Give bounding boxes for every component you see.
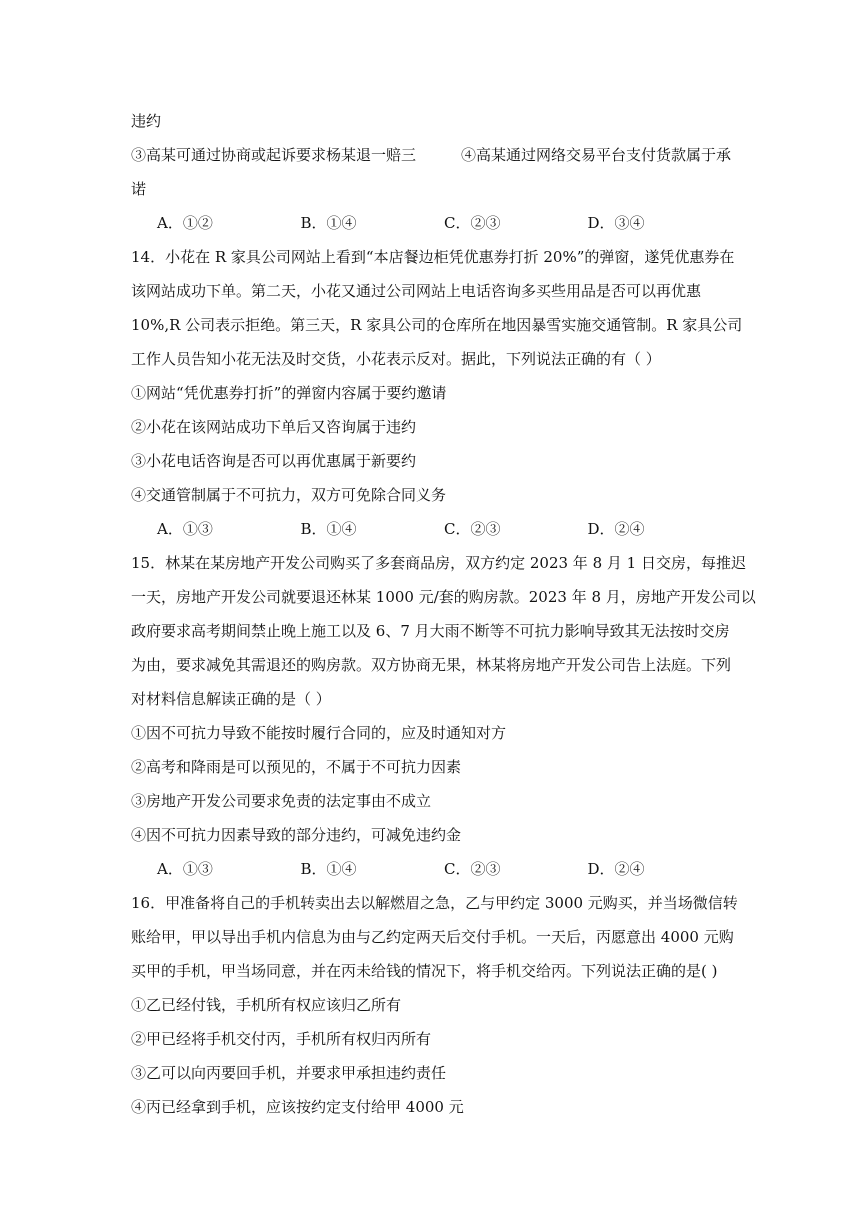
q15-option-d[interactable]: D．②④ [587, 860, 645, 878]
q15-option-b[interactable]: B．①④ [300, 860, 357, 878]
q16-statement-3: ③乙可以向丙要回手机，并要求甲承担违约责任 [131, 1064, 447, 1082]
q14-statement-2: ②小花在该网站成功下单后又咨询属于违约 [131, 418, 417, 436]
q15-stem-line-2: 一天，房地产开发公司就要退还林某 1000 元/套的购房款。2023 年 8 月，房地产开发公司以 [131, 588, 756, 606]
q15-stem-line-1: 15．林某在某房地产开发公司购买了多套商品房，双方约定 2023 年 8 月 1 日交房，每推迟 [131, 554, 746, 572]
q15-option-a[interactable]: A．①③ [157, 860, 213, 878]
q15-option-c[interactable]: C．②③ [444, 860, 501, 878]
q14-stem-line-1: 14．小花在 R 家具公司网站上看到“本店餐边柜凭优惠券打折 20%”的弹窗，遂凭优惠券在 [131, 248, 735, 266]
q13-line-2 [131, 138, 731, 172]
q16-statement-4: ④丙已经拿到手机，应该按约定支付给甲 4000 元 [131, 1098, 464, 1116]
q15-statement-2: ②高考和降雨是可以预见的，不属于不可抗力因素 [131, 758, 462, 776]
q16-stem-line-1: 16．甲准备将自己的手机转卖出去以解燃眉之急，乙与甲约定 3000 元购买，并当场微信转 [131, 894, 738, 912]
q13-line-3: 诺 [131, 180, 147, 198]
q16-statement-2: ②甲已经将手机交付丙，手机所有权归丙所有 [131, 1030, 432, 1048]
q15-stem-line-3: 政府要求高考期间禁止晚上施工以及 6、7 月大雨不断等不可抗力影响导致其无法按时交房 [131, 622, 730, 640]
q15-statement-4: ④因不可抗力因素导致的部分违约，可减免违约金 [131, 826, 462, 844]
q14-statement-4: ④交通管制属于不可抗力，双方可免除合同义务 [131, 486, 447, 504]
q14-option-c[interactable]: C．②③ [444, 520, 501, 538]
q14-option-b[interactable]: B．①④ [300, 520, 357, 538]
q15-stem-line-5: 对材料信息解读正确的是（ ） [131, 690, 331, 708]
q14-stem-line-2: 该网站成功下单。第二天，小花又通过公司网站上电话咨询多买些用品是否可以再优惠 [131, 282, 702, 300]
q16-statement-1: ①乙已经付钱，手机所有权应该归乙所有 [131, 996, 402, 1014]
q14-stem-line-4: 工作人员告知小花无法及时交货，小花表示反对。据此，下列说法正确的有（ ） [131, 350, 661, 368]
q16-stem-line-3: 买甲的手机，甲当场同意，并在丙未给钱的情况下，将手机交给丙。下列说法正确的是( ) [131, 962, 718, 980]
q14-option-a[interactable]: A．①③ [157, 520, 213, 538]
q14-options [131, 512, 731, 546]
document-page [131, 104, 756, 1124]
q15-statement-1: ①因不可抗力导致不能按时履行合同的，应及时通知对方 [131, 724, 507, 742]
q13-statement-3: ③高某可通过协商或起诉要求杨某退一赔三 [131, 146, 417, 164]
q13-line-1: 违约 [131, 112, 162, 130]
q13-statement-4: ④高某通过网络交易平台支付货款属于承 [460, 146, 731, 164]
q13-option-c[interactable]: C．②③ [444, 214, 501, 232]
q14-statement-1: ①网站“凭优惠券打折”的弹窗内容属于要约邀请 [131, 384, 447, 402]
q14-option-d[interactable]: D．②④ [587, 520, 645, 538]
q13-option-a[interactable]: A．①② [157, 214, 213, 232]
q13-option-b[interactable]: B．①④ [300, 214, 357, 232]
q15-statement-3: ③房地产开发公司要求免责的法定事由不成立 [131, 792, 432, 810]
q13-option-d[interactable]: D．③④ [587, 214, 645, 232]
q15-options [131, 852, 731, 886]
q15-stem-line-4: 为由，要求减免其需退还的购房款。双方协商无果，林某将房地产开发公司告上法庭。下列 [131, 656, 732, 674]
q13-options [131, 206, 731, 240]
q16-stem-line-2: 账给甲，甲以导出手机内信息为由与乙约定两天后交付手机。一天后，丙愿意出 4000 元购 [131, 928, 734, 946]
q14-statement-3: ③小花电话咨询是否可以再优惠属于新要约 [131, 452, 417, 470]
q14-stem-line-3: 10%,R 公司表示拒绝。第三天，R 家具公司的仓库所在地因暴雪实施交通管制。R 家具公司 [131, 316, 743, 334]
